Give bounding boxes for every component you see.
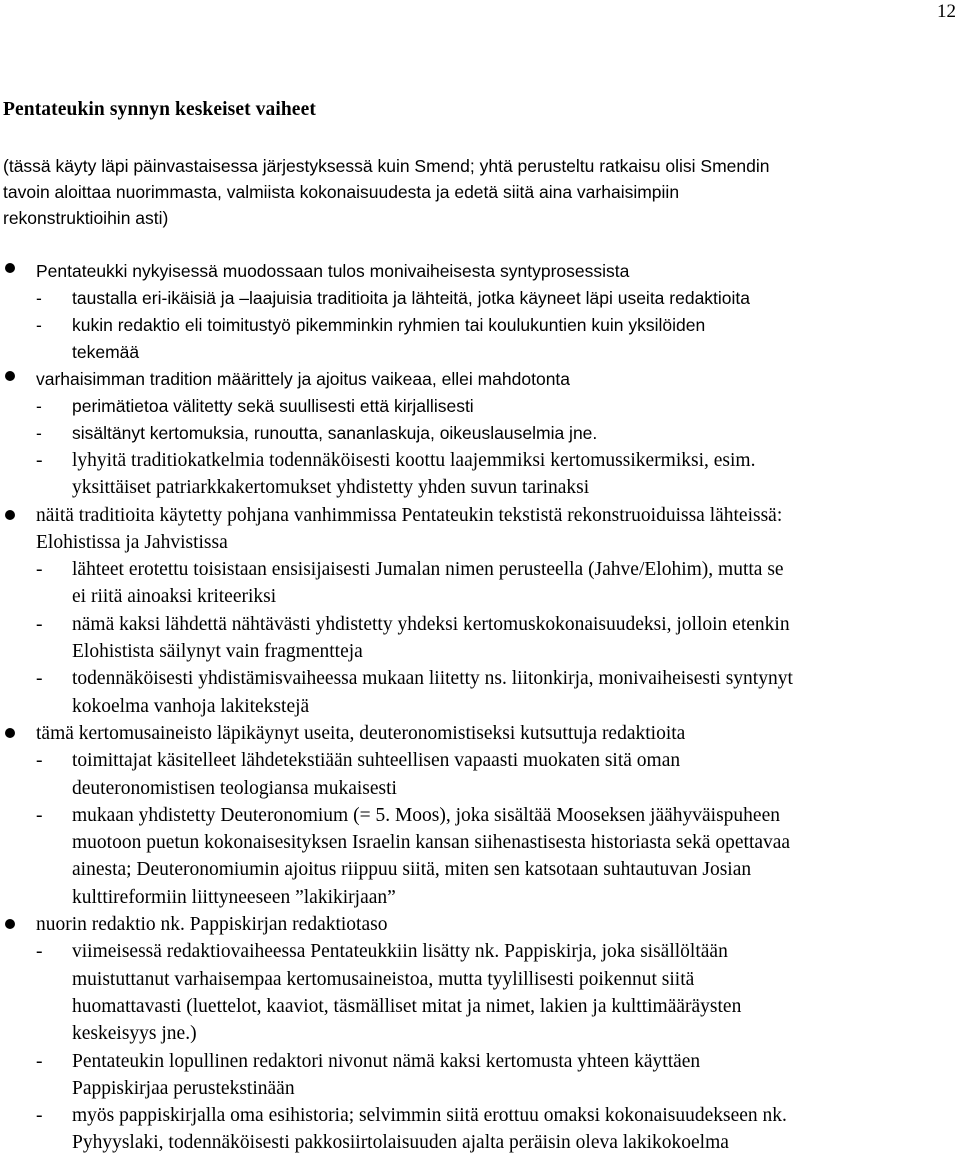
sub-line: viimeisessä redaktiovaiheessa Pentateukkiin lisätty nk. Pappiskirja, joka sisällöltään — [72, 941, 728, 963]
dash-marker: - — [36, 1105, 43, 1127]
sub-line: Elohistista säilynyt vain fragmentteja — [72, 641, 363, 663]
sub-line: lähteet erotettu toisistaan ensisijaisesti Jumalan nimen perusteella (Jahve/Elohim), mutta se — [72, 559, 784, 581]
bullet-item — [0, 502, 960, 557]
sub-item — [0, 1102, 960, 1157]
sub-item — [0, 611, 960, 666]
sub-line: myös pappiskirjalla oma esihistoria; selvimmin siitä erottuu omaksi kokonaisuudekseen nk. — [72, 1105, 787, 1127]
sub-line: kukin redaktio eli toimitustyö pikemminkin ryhmien tai koulukuntien kuin yksilöiden — [72, 315, 706, 335]
sub-item — [0, 1048, 960, 1103]
dash-marker: - — [36, 1050, 43, 1072]
sub-item — [0, 285, 960, 312]
dash-marker: - — [36, 315, 42, 335]
dash-marker: - — [36, 288, 42, 308]
sub-line: Pentateukin lopullinen redaktori nivonut nämä kaksi kertomusta yhteen käyttäen — [72, 1050, 701, 1072]
sub-line: tekemää — [72, 342, 140, 362]
sub-line: lyhyitä traditiokatkelmia todennäköisesti koottu laajemmiksi kertomussikermiksi, esim. — [72, 450, 756, 471]
bullet-item — [0, 366, 960, 393]
bullet-dot-icon — [5, 510, 15, 520]
intro-line: (tässä käyty läpi päinvastaisessa järjestyksessä kuin Smend; yhtä perusteltu ratkaisu olisi Smendin — [3, 156, 770, 176]
dash-marker: - — [36, 396, 42, 416]
bullet-item — [0, 258, 960, 285]
sub-item — [0, 802, 960, 911]
bullet-item — [0, 720, 960, 747]
sub-line: toimittajat käsitelleet lähdetekstiään suhteellisen vapaasti muokaten sitä oman — [72, 750, 681, 772]
sub-line: mukaan yhdistetty Deuteronomium (= 5. Moos), joka sisältää Mooseksen jäähyväispuheen — [72, 804, 780, 826]
section-heading: Pentateukin synnyn keskeiset vaiheet — [3, 99, 316, 120]
sub-line: nämä kaksi lähdettä nähtävästi yhdistetty yhdeksi kertomuskokonaisuudeksi, jolloin etenkin — [72, 613, 790, 635]
sub-line: kulttireformiin liittyneeseen ”lakikirjaan” — [72, 886, 396, 908]
dash-marker: - — [36, 559, 43, 581]
intro-line: tavoin aloittaa nuorimmasta, valmiista kokonaisuudesta ja edetä siitä aina varhaisimpiin — [3, 182, 680, 202]
dash-marker: - — [36, 423, 42, 443]
bullet-line: Pentateukki nykyisessä muodossaan tulos monivaiheisesta syntyprosessista — [36, 261, 630, 281]
sub-item — [0, 447, 960, 502]
intro-paragraph — [3, 153, 958, 231]
dash-marker: - — [36, 668, 43, 690]
bullet-list — [0, 258, 960, 1157]
sub-line: taustalla eri-ikäisiä ja –laajuisia traditioita ja lähteitä, jotka käyneet läpi useita redaktioita — [72, 288, 751, 308]
dash-marker: - — [36, 941, 43, 963]
page-number: 12 — [937, 1, 956, 22]
bullet-line: nuorin redaktio nk. Pappiskirjan redaktiotaso — [36, 914, 388, 936]
sub-line: ei riitä ainoaksi kriteeriksi — [72, 586, 277, 608]
sub-line: yksittäiset patriarkkakertomukset yhdistetty yhden suvun tarinaksi — [72, 477, 590, 499]
sub-item — [0, 556, 960, 611]
bullet-dot-icon — [5, 263, 15, 273]
sub-line: keskeisyys jne.) — [72, 1023, 197, 1045]
bullet-line: Elohistissa ja Jahvistissa — [36, 531, 228, 553]
dash-marker: - — [36, 450, 43, 471]
sub-line: perimätietoa välitetty sekä suullisesti että kirjallisesti — [72, 396, 474, 416]
sub-line: muistuttanut varhaisempaa kertomusaineistoa, mutta tyylillisesti poikennut siitä — [72, 968, 695, 990]
sub-line: deuteronomistisen teologiansa mukaisesti — [72, 777, 397, 799]
sub-line: todennäköisesti yhdistämisvaiheessa mukaan liitetty ns. liitonkirja, monivaiheisesti syntynyt — [72, 668, 793, 690]
sub-item — [0, 938, 960, 1047]
sub-item — [0, 393, 960, 420]
dash-marker: - — [36, 804, 43, 826]
bullet-line: varhaisimman tradition määrittely ja ajoitus vaikeaa, ellei mahdotonta — [36, 369, 571, 389]
bullet-dot-icon — [5, 919, 15, 929]
sub-line: Pyhyyslaki, todennäköisesti pakkosiirtolaisuuden ajalta peräisin oleva lakikokoelma — [72, 1132, 729, 1154]
dash-marker: - — [36, 750, 43, 772]
bullet-item — [0, 911, 960, 938]
sub-line: huomattavasti (luettelot, kaaviot, täsmälliset mitat ja nimet, lakien ja kulttimääräysten — [72, 995, 742, 1017]
sub-line: Pappiskirjaa perustekstinään — [72, 1077, 295, 1099]
dash-marker: - — [36, 613, 43, 635]
bullet-dot-icon — [5, 371, 15, 381]
bullet-dot-icon — [5, 728, 15, 738]
sub-item — [0, 747, 960, 802]
intro-line: rekonstruktioihin asti) — [3, 208, 169, 228]
sub-item — [0, 312, 960, 366]
bullet-line: tämä kertomusaineisto läpikäynyt useita, deuteronomistiseksi kutsuttuja redaktioita — [36, 722, 686, 744]
sub-line: kokoelma vanhoja lakitekstejä — [72, 695, 310, 717]
bullet-line: näitä traditioita käytetty pohjana vanhimmissa Pentateukin tekstistä rekonstruoiduissa lähteissä: — [36, 504, 783, 526]
sub-line: ainesta; Deuteronomiumin ajoitus riippuu siitä, miten sen katsotaan suhtautuvan Josian — [72, 859, 752, 881]
sub-line: sisältänyt kertomuksia, runoutta, sananlaskuja, oikeuslauselmia jne. — [72, 423, 598, 443]
sub-item — [0, 420, 960, 447]
sub-item — [0, 665, 960, 720]
sub-line: muotoon puetun kokonaisesityksen Israelin kansan siihenastisesta historiasta sekä opettavaa — [72, 832, 791, 854]
